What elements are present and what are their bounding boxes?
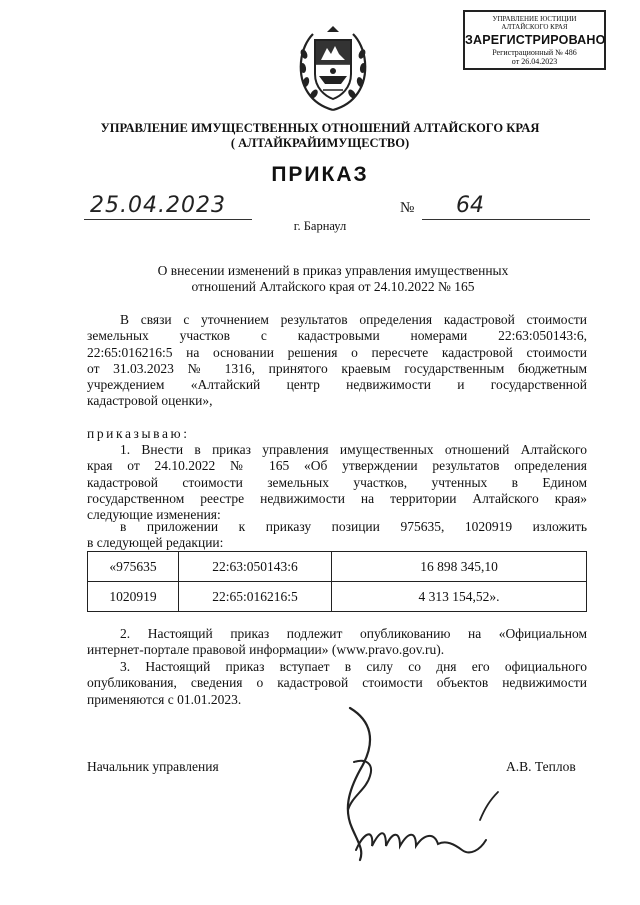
text-line: 3. Настоящий приказ вступает в силу со дня его официального: [120, 659, 587, 674]
table-cell-value: 4 313 154,52».: [332, 582, 587, 612]
signatory-name: А.В. Теплов: [506, 759, 576, 774]
stamp-reg-number: Регистрационный № 486: [492, 48, 577, 57]
table-cell-position: 1020919: [88, 582, 179, 612]
number-sign: №: [400, 200, 415, 216]
text-line: государственном реестре недвижимости на территории Алтайского края»: [87, 490, 587, 506]
table-cell-position: «975635: [88, 552, 179, 582]
text-line: в следующей редакции:: [87, 535, 224, 551]
document-type-title: ПРИКАЗ: [271, 163, 369, 186]
text-line: кадастровой оценки»,: [87, 393, 213, 409]
table-cell-cadastral-number: 22:63:050143:6: [179, 552, 332, 582]
coat-of-arms-icon: [293, 24, 373, 114]
text-line: края от 24.10.2022 № 165 «Об утверждении результатов определения: [87, 458, 587, 474]
stamp-organization: УПРАВЛЕНИЕ ЮСТИЦИИ АЛТАЙСКОГО КРАЯ: [492, 15, 577, 31]
text-line: 22:65:016216:5 на основании решения о пересчете кадастровой стоимости: [87, 344, 587, 360]
intro-paragraph: [87, 312, 587, 410]
text-line: 2. Настоящий приказ подлежит опубликованию на «Официальном: [120, 626, 587, 641]
stamp-reg-date: от 26.04.2023: [511, 57, 558, 66]
stamp-status: ЗАРЕГИСТРИРОВАНО: [465, 33, 606, 47]
text-line: опубликования, сведения о кадастровой стоимости объектов недвижимости: [87, 675, 587, 691]
order-number-handwritten: 64: [422, 192, 590, 220]
table-cell-cadastral-number: 22:65:016216:5: [179, 582, 332, 612]
handwritten-signature: [330, 700, 510, 880]
text-line: учреждением «Алтайский центр недвижимости и государственной: [87, 377, 587, 393]
agency-name-line2: ( АЛТАЙКРАЙИМУЩЕСТВО): [230, 136, 410, 150]
item-1-paragraph: [87, 442, 587, 523]
text-line: от 31.03.2023 № 1316, принятого краевым государственным бюджетным: [87, 360, 587, 376]
subject-line: О внесении изменений в приказ управления имущественных: [157, 263, 509, 278]
text-line: В связи с уточнением результатов определения кадастровой стоимости: [120, 312, 587, 327]
order-date-handwritten: 25.04.2023: [84, 192, 252, 220]
subject-line: отношений Алтайского края от 24.10.2022 № 165: [191, 279, 475, 294]
registration-stamp: [463, 10, 606, 70]
text-line: 1. Внести в приказ управления имущественных отношений Алтайского: [120, 442, 587, 457]
agency-name-line1: УПРАВЛЕНИЕ ИМУЩЕСТВЕННЫХ ОТНОШЕНИЙ АЛТАЙСКОГО КРАЯ: [100, 121, 540, 135]
table-cell-value: 16 898 345,10: [332, 552, 587, 582]
text-line: следующие изменения:: [87, 507, 221, 523]
signatory-title: Начальник управления: [87, 759, 219, 774]
city-label: г. Барнаул: [293, 219, 347, 233]
table-row: [88, 552, 587, 582]
text-line: интернет-портале правовой информации» (www.pravo.gov.ru).: [87, 642, 445, 658]
text-line: применяются с 01.01.2023.: [87, 691, 242, 707]
item-2-paragraph: [87, 626, 587, 659]
text-line: земельных участков с кадастровыми номерами 22:63:050143:6,: [87, 328, 587, 344]
text-line: кадастровой стоимости земельных участков, учтенных в Едином: [87, 474, 587, 490]
text-line: в приложении к приказу позиции 975635, 1020919 изложить: [120, 519, 587, 534]
table-row: [88, 582, 587, 612]
cadastral-value-table: [87, 551, 587, 612]
order-subject: [80, 263, 586, 295]
order-word: приказываю:: [87, 426, 190, 441]
item-1-sub-paragraph: [87, 519, 587, 552]
